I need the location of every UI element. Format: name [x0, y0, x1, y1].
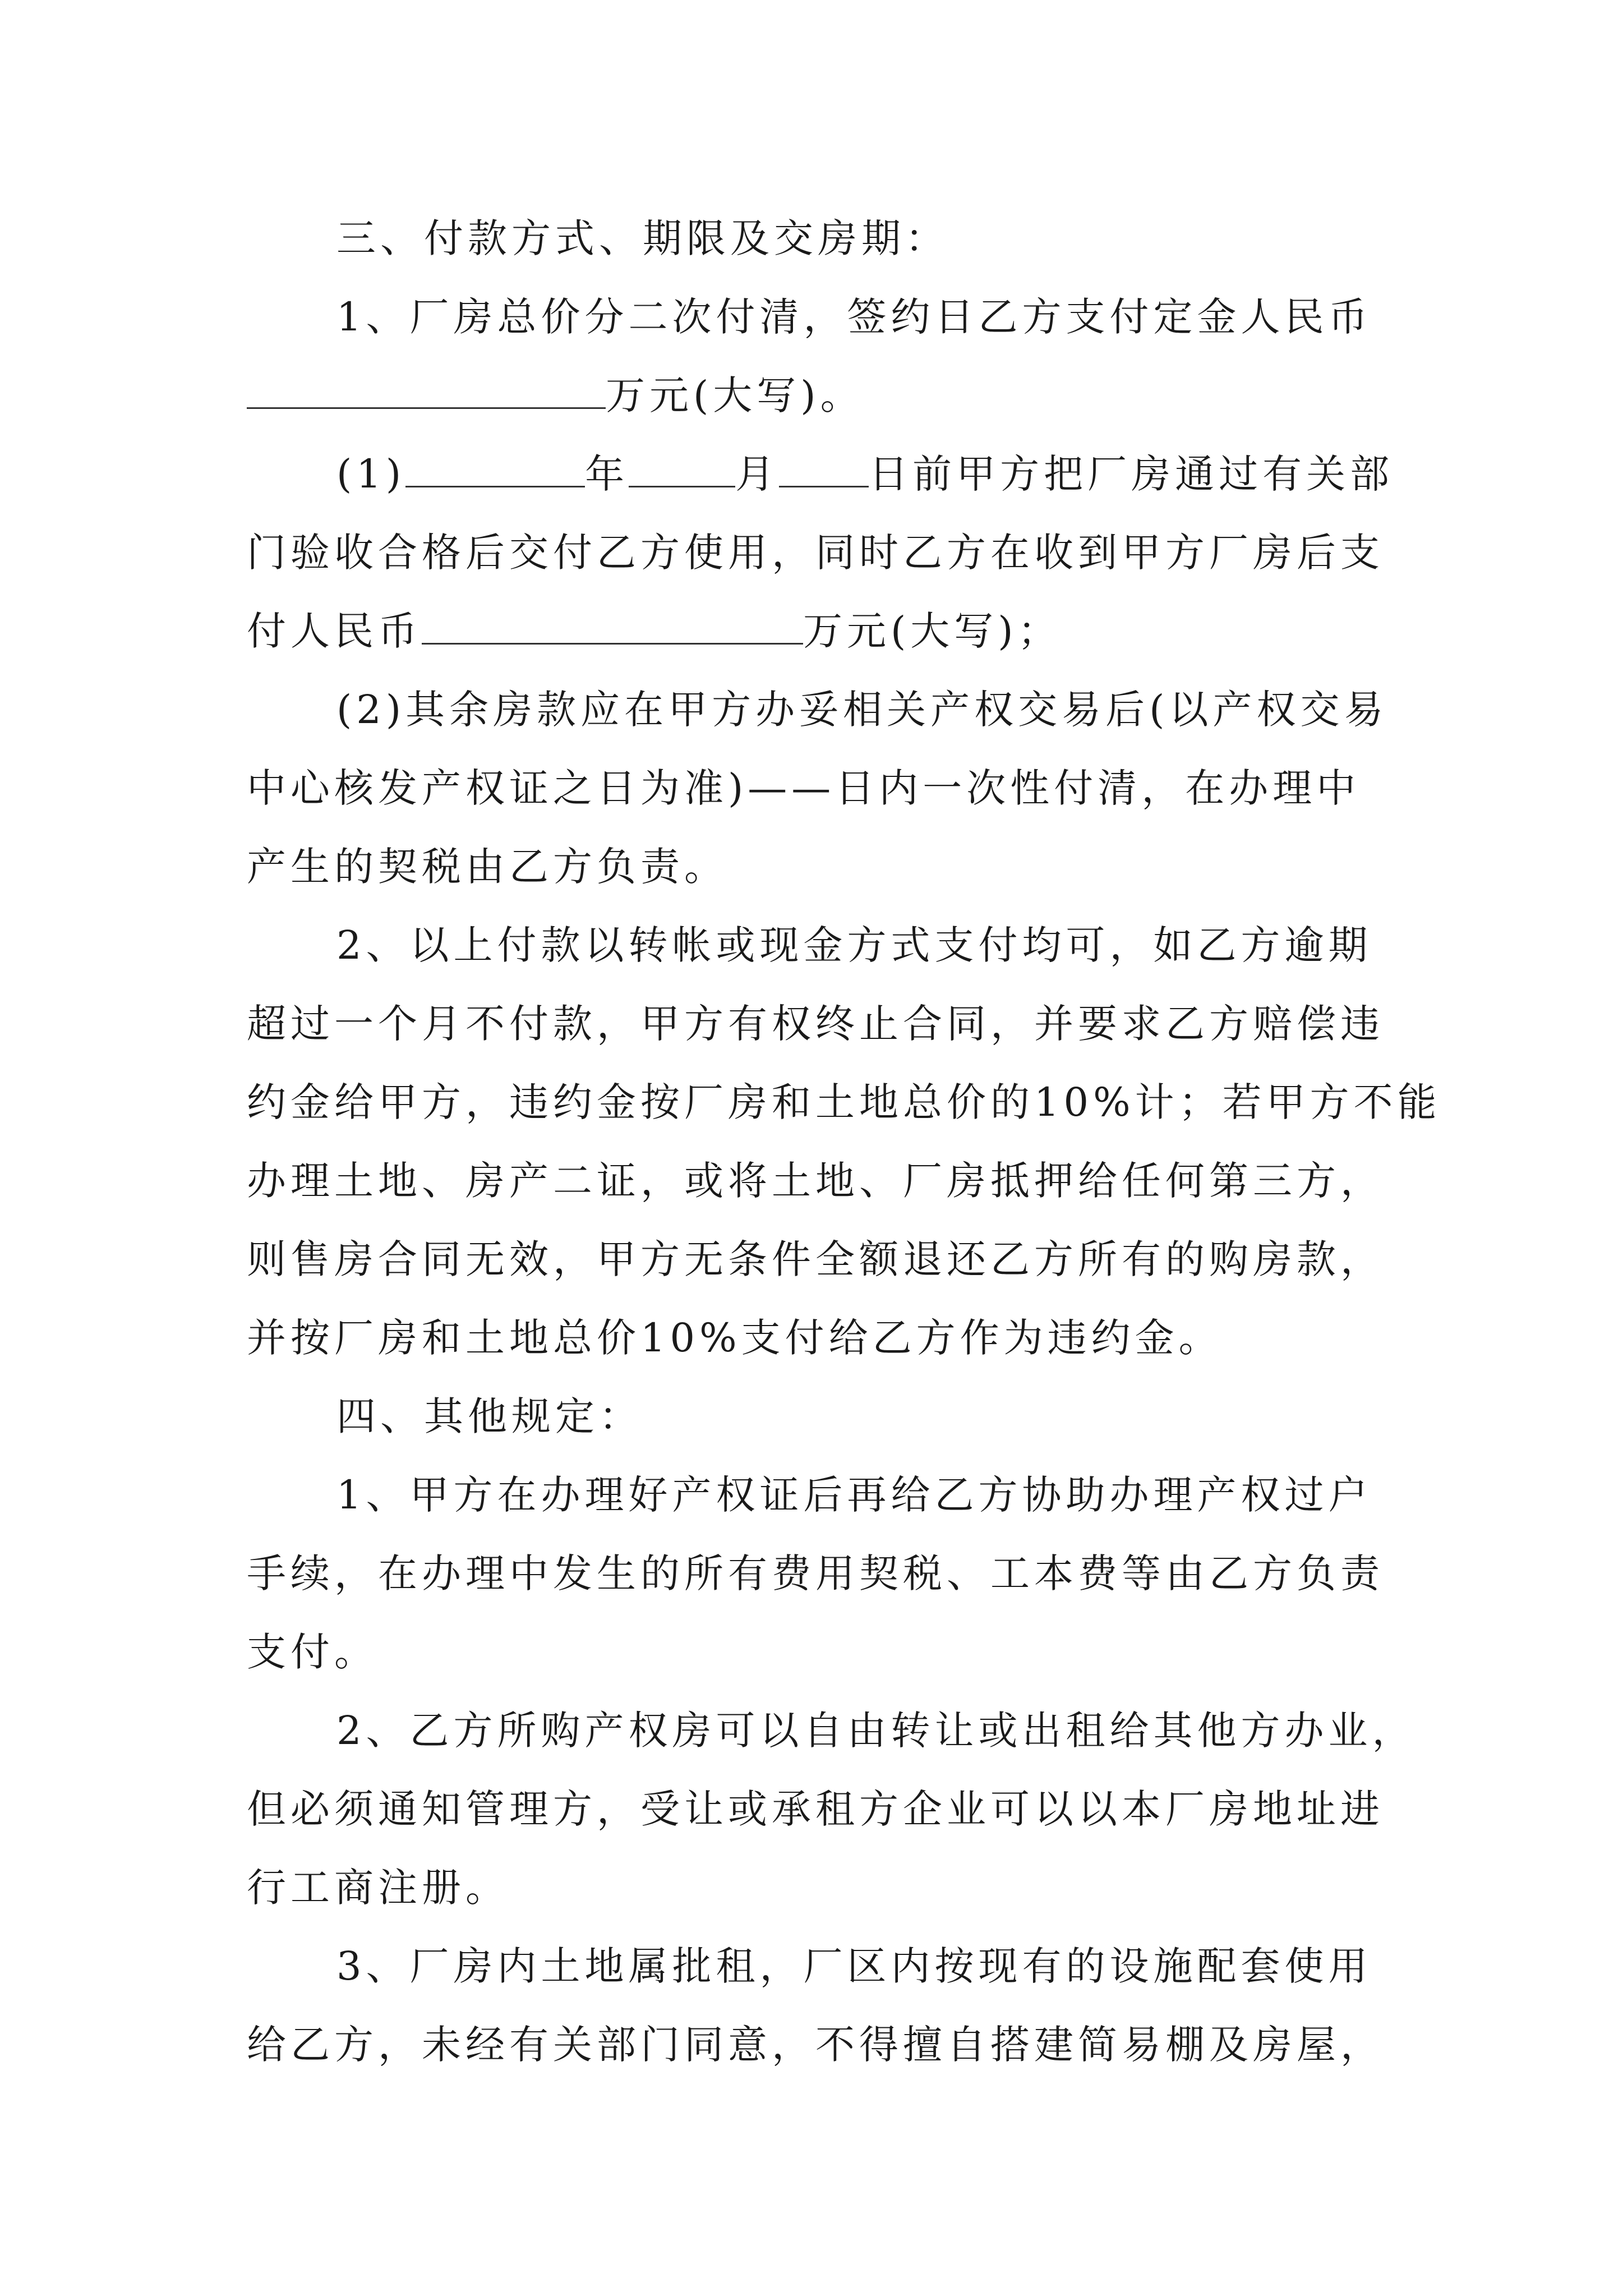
sub-clause-1-line-3 [247, 606, 1391, 656]
section-3-item-1-line-1: 1、厂房总价分二次付清，签约日乙方支付定金人民币 [336, 294, 1372, 340]
deposit-amount-blank[interactable] [247, 372, 606, 409]
section-3-item-2-line-4: 办理土地、房产二证，或将土地、厂房抵押给任何第三方， [247, 1158, 1384, 1204]
section-3-item-2-line-2: 超过一个月不付款，甲方有权终止合同，并要求乙方赔偿违 [247, 1001, 1384, 1047]
section-3-item-2-line-6: 并按厂房和土地总价10%支付给乙方作为违约金。 [247, 1315, 1223, 1361]
sub-clause-1-number: (1) [336, 451, 406, 497]
section-3-item-1-line-2 [247, 370, 1391, 421]
section-3-item-2-line-5: 则售房合同无效，甲方无条件全额退还乙方所有的购房款， [247, 1236, 1384, 1282]
payment-unit-text: 万元(大写)； [803, 608, 1062, 654]
sub-clause-2-line-2: 中心核发产权证之日为准)——日内一次性付清，在办理中 [247, 765, 1361, 811]
section-4-item-2-line-3: 行工商注册。 [247, 1865, 509, 1911]
section-4-heading: 四、其他规定： [336, 1393, 643, 1439]
sub-clause-1-text: 日前甲方把厂房通过有关部 [869, 451, 1394, 497]
deposit-unit-text: 万元(大写)。 [606, 372, 864, 418]
section-4-item-1-line-2: 手续，在办理中发生的所有费用契税、工本费等由乙方负责 [247, 1550, 1384, 1596]
section-3-heading: 三、付款方式、期限及交房期： [336, 215, 949, 261]
month-label: 月 [735, 451, 780, 497]
year-label: 年 [585, 451, 629, 497]
year-blank[interactable] [405, 451, 585, 487]
section-4-item-3-line-2: 给乙方，未经有关部门同意，不得擅自搭建简易棚及房屋， [247, 2022, 1384, 2068]
section-4-item-3-line-1: 3、厂房内土地属批租，厂区内按现有的设施配套使用 [336, 1943, 1372, 1989]
section-3-item-2-line-1: 2、以上付款以转帐或现金方式支付均可，如乙方逾期 [336, 922, 1372, 968]
section-4-item-1-line-3: 支付。 [247, 1629, 378, 1675]
section-3-item-2-line-3: 约金给甲方，违约金按厂房和土地总价的10%计；若甲方不能 [247, 1079, 1441, 1125]
day-blank[interactable] [779, 451, 869, 487]
sub-clause-2-line-3: 产生的契税由乙方负责。 [247, 844, 728, 890]
sub-clause-1-line-1 [336, 449, 1481, 499]
month-blank[interactable] [629, 451, 735, 487]
payment-prefix-text: 付人民币 [247, 608, 422, 654]
sub-clause-2-line-1: (2)其余房款应在甲方办妥相关产权交易后(以产权交易 [336, 687, 1388, 733]
section-4-item-1-line-1: 1、甲方在办理好产权证后再给乙方协助办理产权过户 [336, 1472, 1372, 1518]
section-4-item-2-line-1: 2、乙方所购产权房可以自由转让或出租给其他方办业， [336, 1708, 1416, 1754]
sub-clause-1-line-2: 门验收合格后交付乙方使用，同时乙方在收到甲方厂房后支 [247, 530, 1384, 576]
payment-amount-blank[interactable] [422, 608, 803, 645]
section-4-item-2-line-2: 但必须通知管理方，受让或承租方企业可以以本厂房地址进 [247, 1786, 1384, 1832]
